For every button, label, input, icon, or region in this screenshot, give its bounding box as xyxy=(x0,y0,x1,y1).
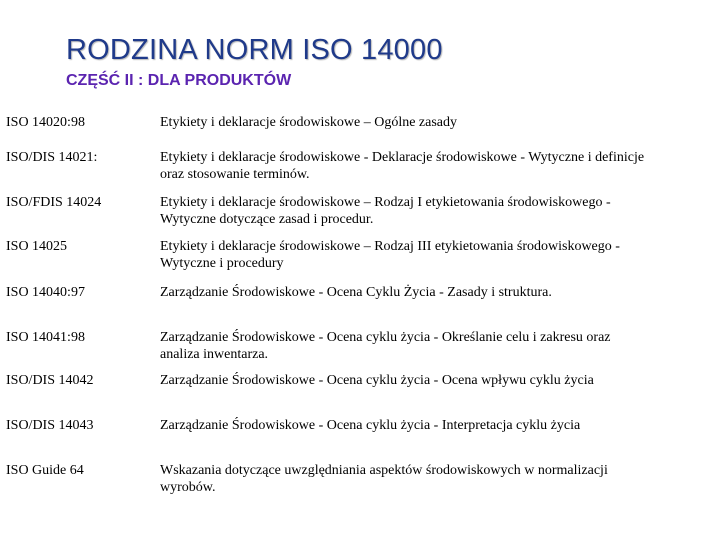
standard-code: ISO/FDIS 14024 xyxy=(6,195,102,210)
description-line: Zarządzanie Środowiskowe - Ocena cyklu życia - Ocena wpływu cyklu życia xyxy=(160,373,594,388)
description-line: Wskazania dotyczące uwzględniania aspektów środowiskowych w normalizacji xyxy=(160,463,608,478)
description-line: Zarządzanie Środowiskowe - Ocena cyklu życia - Określanie celu i zakresu oraz xyxy=(160,330,611,345)
standard-description xyxy=(160,114,700,131)
description-line: analiza inwentarza. xyxy=(160,347,269,362)
standard-description xyxy=(160,329,700,363)
standard-code: ISO/DIS 14021: xyxy=(6,150,98,165)
standard-code: ISO 14025 xyxy=(6,239,68,254)
standard-description xyxy=(160,462,700,496)
standard-code: ISO/DIS 14042 xyxy=(6,373,94,388)
description-line: Etykiety i deklaracje środowiskowe - Deklaracje środowiskowe - Wytyczne i definicje xyxy=(160,150,645,165)
description-line: Etykiety i deklaracje środowiskowe – Rodzaj I etykietowania środowiskowego - xyxy=(160,195,611,210)
standard-description xyxy=(160,194,700,228)
description-line: Wytyczne dotyczące zasad i procedur. xyxy=(160,212,374,227)
standard-description xyxy=(160,372,700,389)
standard-code: ISO 14041:98 xyxy=(6,330,85,345)
description-line: oraz stosowanie terminów. xyxy=(160,167,310,182)
description-line: Zarządzanie Środowiskowe - Ocena cyklu życia - Interpretacja cyklu życia xyxy=(160,418,581,433)
description-line: wyrobów. xyxy=(160,480,216,495)
standard-description xyxy=(160,238,700,272)
standard-code: ISO 14040:97 xyxy=(6,285,85,300)
description-line: Wytyczne i procedury xyxy=(160,256,284,271)
standard-description xyxy=(160,284,700,301)
description-line: Etykiety i deklaracje środowiskowe – Rodzaj III etykietowania środowiskowego - xyxy=(160,239,620,254)
standard-description xyxy=(160,149,700,183)
description-line: Etykiety i deklaracje środowiskowe – Ogólne zasady xyxy=(160,115,458,130)
standard-code: ISO/DIS 14043 xyxy=(6,418,94,433)
page-subtitle: CZĘŚĆ II : DLA PRODUKTÓW xyxy=(66,72,292,89)
standard-description xyxy=(160,417,700,434)
standard-code: ISO 14020:98 xyxy=(6,115,85,130)
page-title: RODZINA NORM ISO 14000 xyxy=(66,34,443,66)
standard-code: ISO Guide 64 xyxy=(6,463,84,478)
description-line: Zarządzanie Środowiskowe - Ocena Cyklu Życia - Zasady i struktura. xyxy=(160,285,552,300)
